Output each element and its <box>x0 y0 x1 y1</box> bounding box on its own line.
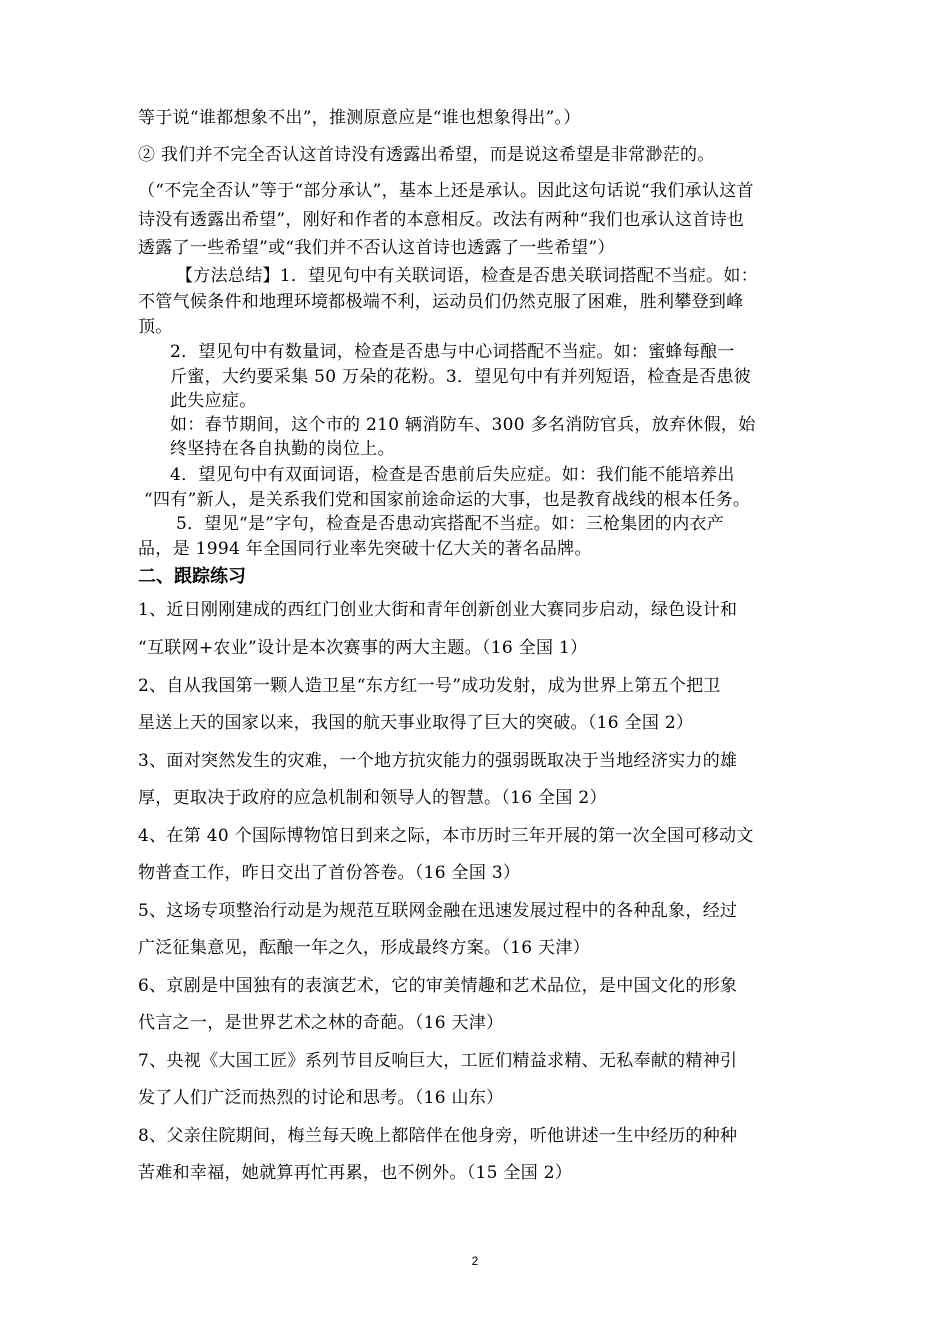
section-title: 二、跟踪练习 <box>138 566 246 587</box>
text-line: 透露了一些希望”或“我们并不否认这首诗也透露了一些希望”） <box>138 238 615 258</box>
method-summary-line: 4．望见句中有双面词语，检查是否患前后失应症。如：我们能不能培养出 <box>170 465 735 485</box>
method-summary-line: 不管气候条件和地理环境都极端不利，运动员们仍然克服了困难，胜利攀登到峰 <box>138 292 744 312</box>
text-line: 诗没有透露出希望”，刚好和作者的本意相反。改法有两种“我们也承认这首诗也 <box>138 210 745 230</box>
method-summary-line: 品，是 1994 年全国同行业率先突破十亿大关的著名品牌。 <box>138 539 592 559</box>
exercise-line: 苦难和幸福，她就算再忙再累，也不例外。（15 全国 2） <box>138 1163 573 1183</box>
method-summary-line: 2．望见句中有数量词，检查是否患与中心词搭配不当症。如：蜜蜂每酿一 <box>170 342 735 362</box>
page-number: 2 <box>471 1254 479 1268</box>
exercise-line: 厚，更取决于政府的应急机制和领导人的智慧。（16 全国 2） <box>138 788 607 808</box>
exercise-line: 5、这场专项整治行动是为规范互联网金融在迅速发展过程中的各种乱象，经过 <box>138 901 738 921</box>
exercise-line: 星送上天的国家以来，我国的航天事业取得了巨大的突破。（16 全国 2） <box>138 713 694 733</box>
exercise-line: 物普查工作，昨日交出了首份答卷。（16 全国 3） <box>138 863 521 883</box>
exercise-line: 广泛征集意见，酝酿一年之久，形成最终方案。（16 天津） <box>138 938 590 958</box>
method-summary-line: 斤蜜，大约要采集 50 万朵的花粉。3．望见句中有并列短语，检查是否患彼 <box>170 367 752 387</box>
method-summary-line: 5．望见“是”字句，检查是否患动宾搭配不当症。如：三枪集团的内衣产 <box>176 514 725 534</box>
exercise-line: 发了人们广泛而热烈的讨论和思考。（16 山东） <box>138 1088 504 1108</box>
method-summary-line: “四有”新人，是关系我们党和国家前途命运的大事，也是教育战线的根本任务。 <box>144 490 751 510</box>
exercise-line: 4、在第 40 个国际博物馆日到来之际，本市历时三年开展的第一次全国可移动文 <box>138 826 754 846</box>
exercise-line: 2、自从我国第一颗人造卫星“东方红一号”成功发射，成为世界上第五个把卫 <box>138 676 721 696</box>
method-summary-line: 顶。 <box>138 317 173 337</box>
text-line: （“不完全否认”等于“部分承认”，基本上还是承认。因此这句话说“我们承认这首 <box>138 181 754 201</box>
exercise-line: 7、央视《大国工匠》系列节目反响巨大，工匠们精益求精、无私奉献的精神引 <box>138 1051 738 1071</box>
text-line: 等于说“谁都想象不出”，推测原意应是“谁也想象得出”。） <box>138 108 581 128</box>
exercise-line: 6、京剧是中国独有的表演艺术，它的审美情趣和艺术品位，是中国文化的形象 <box>138 976 738 996</box>
method-summary-line: 此失应症。 <box>170 391 257 411</box>
method-summary-line: 【方法总结】1．望见句中有关联词语，检查是否患关联词搭配不当症。如： <box>176 266 759 286</box>
exercise-line: 代言之一，是世界艺术之林的奇葩。（16 天津） <box>138 1013 504 1033</box>
text-line: ② 我们并不完全否认这首诗没有透露出希望，而是说这希望是非常渺茫的。 <box>138 145 715 165</box>
exercise-line: “互联网+农业”设计是本次赛事的两大主题。（16 全国 1） <box>138 638 588 658</box>
exercise-line: 1、近日刚刚建成的西红门创业大街和青年创新创业大赛同步启动，绿色设计和 <box>138 600 738 620</box>
exercise-line: 8、父亲住院期间，梅兰每天晚上都陪伴在他身旁，听他讲述一生中经历的种种 <box>138 1126 738 1146</box>
exercise-line: 3、面对突然发生的灾难，一个地方抗灾能力的强弱既取决于当地经济实力的雄 <box>138 751 738 771</box>
method-summary-line: 终坚持在各自执勤的岗位上。 <box>170 439 395 459</box>
method-summary-line: 如：春节期间，这个市的 210 辆消防车、300 多名消防官兵，放弃休假，始 <box>170 415 756 435</box>
